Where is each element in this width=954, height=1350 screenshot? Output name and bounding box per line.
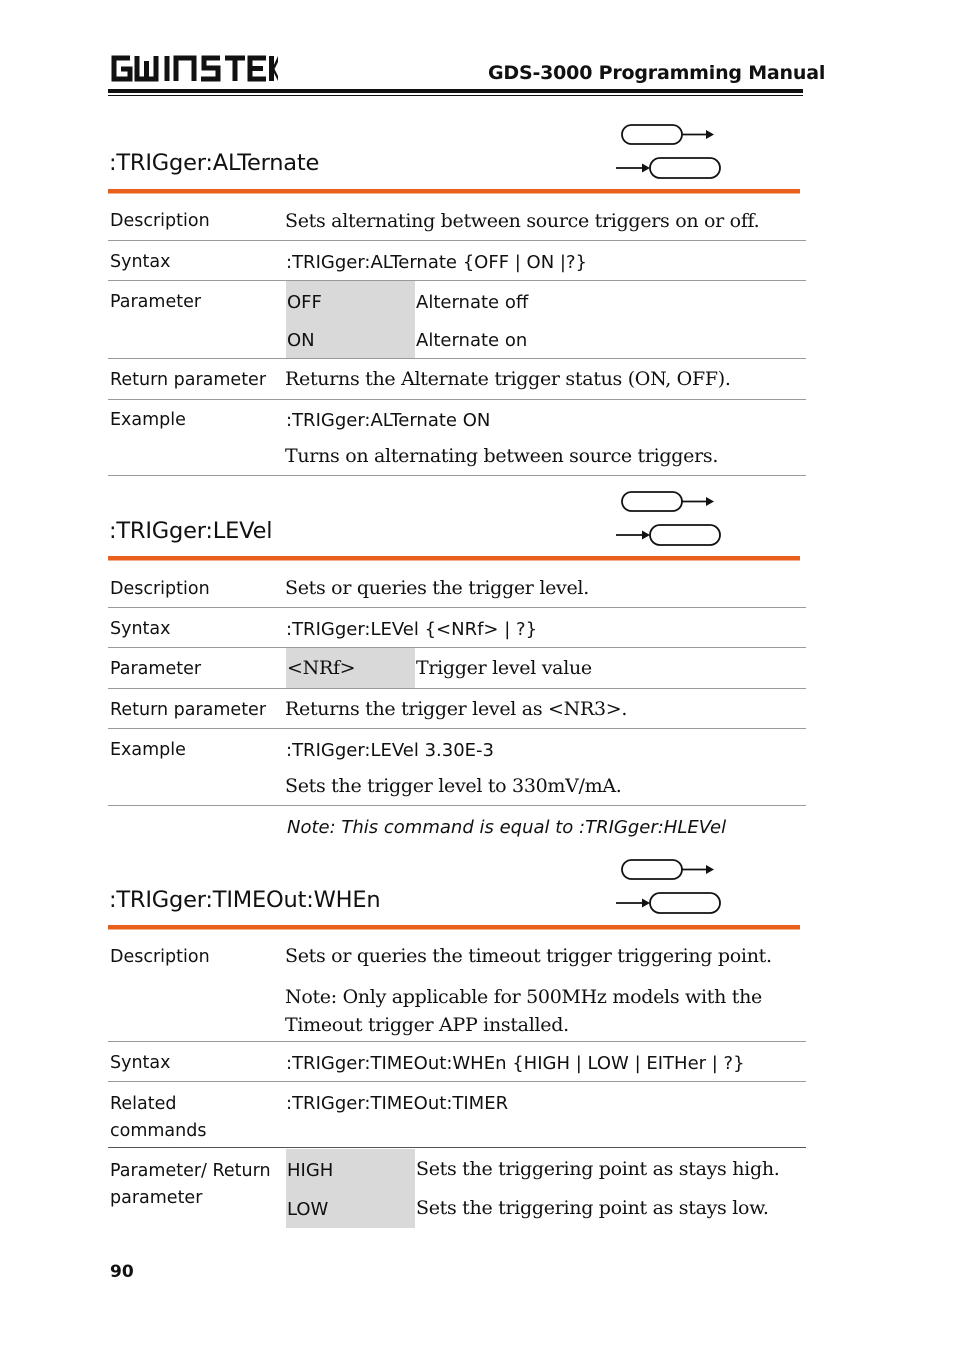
query-command-icon (616, 893, 720, 913)
page-number: 90 (110, 1262, 134, 1282)
section-title: :TRIGger:TIMEOut:WHEn (109, 887, 381, 913)
section-rule-shadow (108, 193, 800, 194)
parameter-return-label: Parameter/ Return parameter (110, 1161, 271, 1208)
set-command-icon (622, 860, 714, 879)
row-divider (108, 280, 806, 281)
row-divider (108, 1041, 806, 1042)
syntax-text: :TRIGger:TIMEOut:WHEn {HIGH | LOW | EITHer | ?} (286, 1053, 745, 1074)
description-note: Note: Only applicable for 500MHz models with the Timeout trigger APP installed. (285, 986, 762, 1036)
parameter-name: LOW (287, 1199, 329, 1220)
syntax-label: Syntax (110, 1053, 171, 1073)
example-command: :TRIGger:LEVel 3.30E-3 (286, 740, 494, 761)
parameter-name: <NRf> (287, 657, 356, 679)
parameter-desc: Alternate off (416, 292, 529, 313)
section-rule-shadow (108, 929, 800, 930)
query-command-icon (616, 525, 720, 545)
related-commands-label: Related commands (110, 1094, 207, 1141)
row-divider (108, 805, 806, 806)
row-divider (108, 399, 806, 400)
parameter-desc: Trigger level value (416, 657, 592, 679)
parameter-label: Parameter (110, 659, 202, 679)
manual-title: GDS-3000 Programming Manual (488, 62, 826, 84)
description-text: Sets alternating between source triggers on or off. (285, 210, 760, 232)
syntax-label: Syntax (110, 619, 171, 639)
parameter-name: HIGH (287, 1160, 334, 1181)
description-label: Description (110, 947, 210, 967)
gw-instek-logo (108, 52, 278, 84)
section-title: :TRIGger:LEVel (109, 518, 273, 544)
description-label: Description (110, 579, 210, 599)
parameter-name: ON (287, 330, 315, 351)
syntax-label: Syntax (110, 252, 171, 272)
row-divider (108, 1147, 806, 1148)
return-parameter-label: Return parameter (110, 370, 267, 390)
row-divider (108, 688, 806, 689)
set-query-icon (614, 491, 724, 547)
section-title: :TRIGger:ALTernate (109, 150, 320, 176)
example-text: Turns on alternating between source triggers. (285, 445, 719, 467)
row-divider (108, 475, 806, 476)
example-label: Example (110, 410, 186, 430)
header-rule-thin (108, 95, 803, 96)
parameter-desc: Sets the triggering point as stays high. (416, 1158, 780, 1180)
row-divider (108, 1081, 806, 1082)
related-commands-text: :TRIGger:TIMEOut:TIMER (286, 1093, 509, 1114)
description-label: Description (110, 211, 210, 231)
note-text: Note: This command is equal to :TRIGger:HLEVel (287, 817, 727, 838)
section-rule-shadow (108, 560, 800, 561)
set-query-icon (614, 124, 724, 180)
syntax-text: :TRIGger:ALTernate {OFF | ON |?} (286, 252, 587, 273)
return-parameter-text: Returns the Alternate trigger status (ON, OFF). (285, 368, 731, 390)
parameter-desc: Sets the triggering point as stays low. (416, 1197, 769, 1219)
description-text: Sets or queries the timeout trigger triggering point. (285, 945, 772, 967)
example-text: Sets the trigger level to 330mV/mA. (285, 775, 622, 797)
row-divider (108, 647, 806, 648)
parameter-desc: Alternate on (416, 330, 528, 351)
return-parameter-text: Returns the trigger level as <NR3>. (285, 698, 628, 720)
row-divider (108, 607, 806, 608)
set-command-icon (622, 492, 714, 511)
row-divider (108, 728, 806, 729)
header-rule (108, 89, 803, 93)
example-command: :TRIGger:ALTernate ON (286, 410, 491, 431)
return-parameter-label: Return parameter (110, 700, 267, 720)
description-text: Sets or queries the trigger level. (285, 577, 589, 599)
example-label: Example (110, 740, 186, 760)
row-divider (108, 240, 806, 241)
syntax-text: :TRIGger:LEVel {<NRf> | ?} (286, 619, 538, 640)
query-command-icon (616, 158, 720, 178)
row-divider (108, 358, 806, 359)
parameter-name: OFF (287, 292, 322, 313)
set-query-icon (614, 859, 724, 915)
set-command-icon (622, 125, 714, 144)
parameter-label: Parameter (110, 292, 202, 312)
